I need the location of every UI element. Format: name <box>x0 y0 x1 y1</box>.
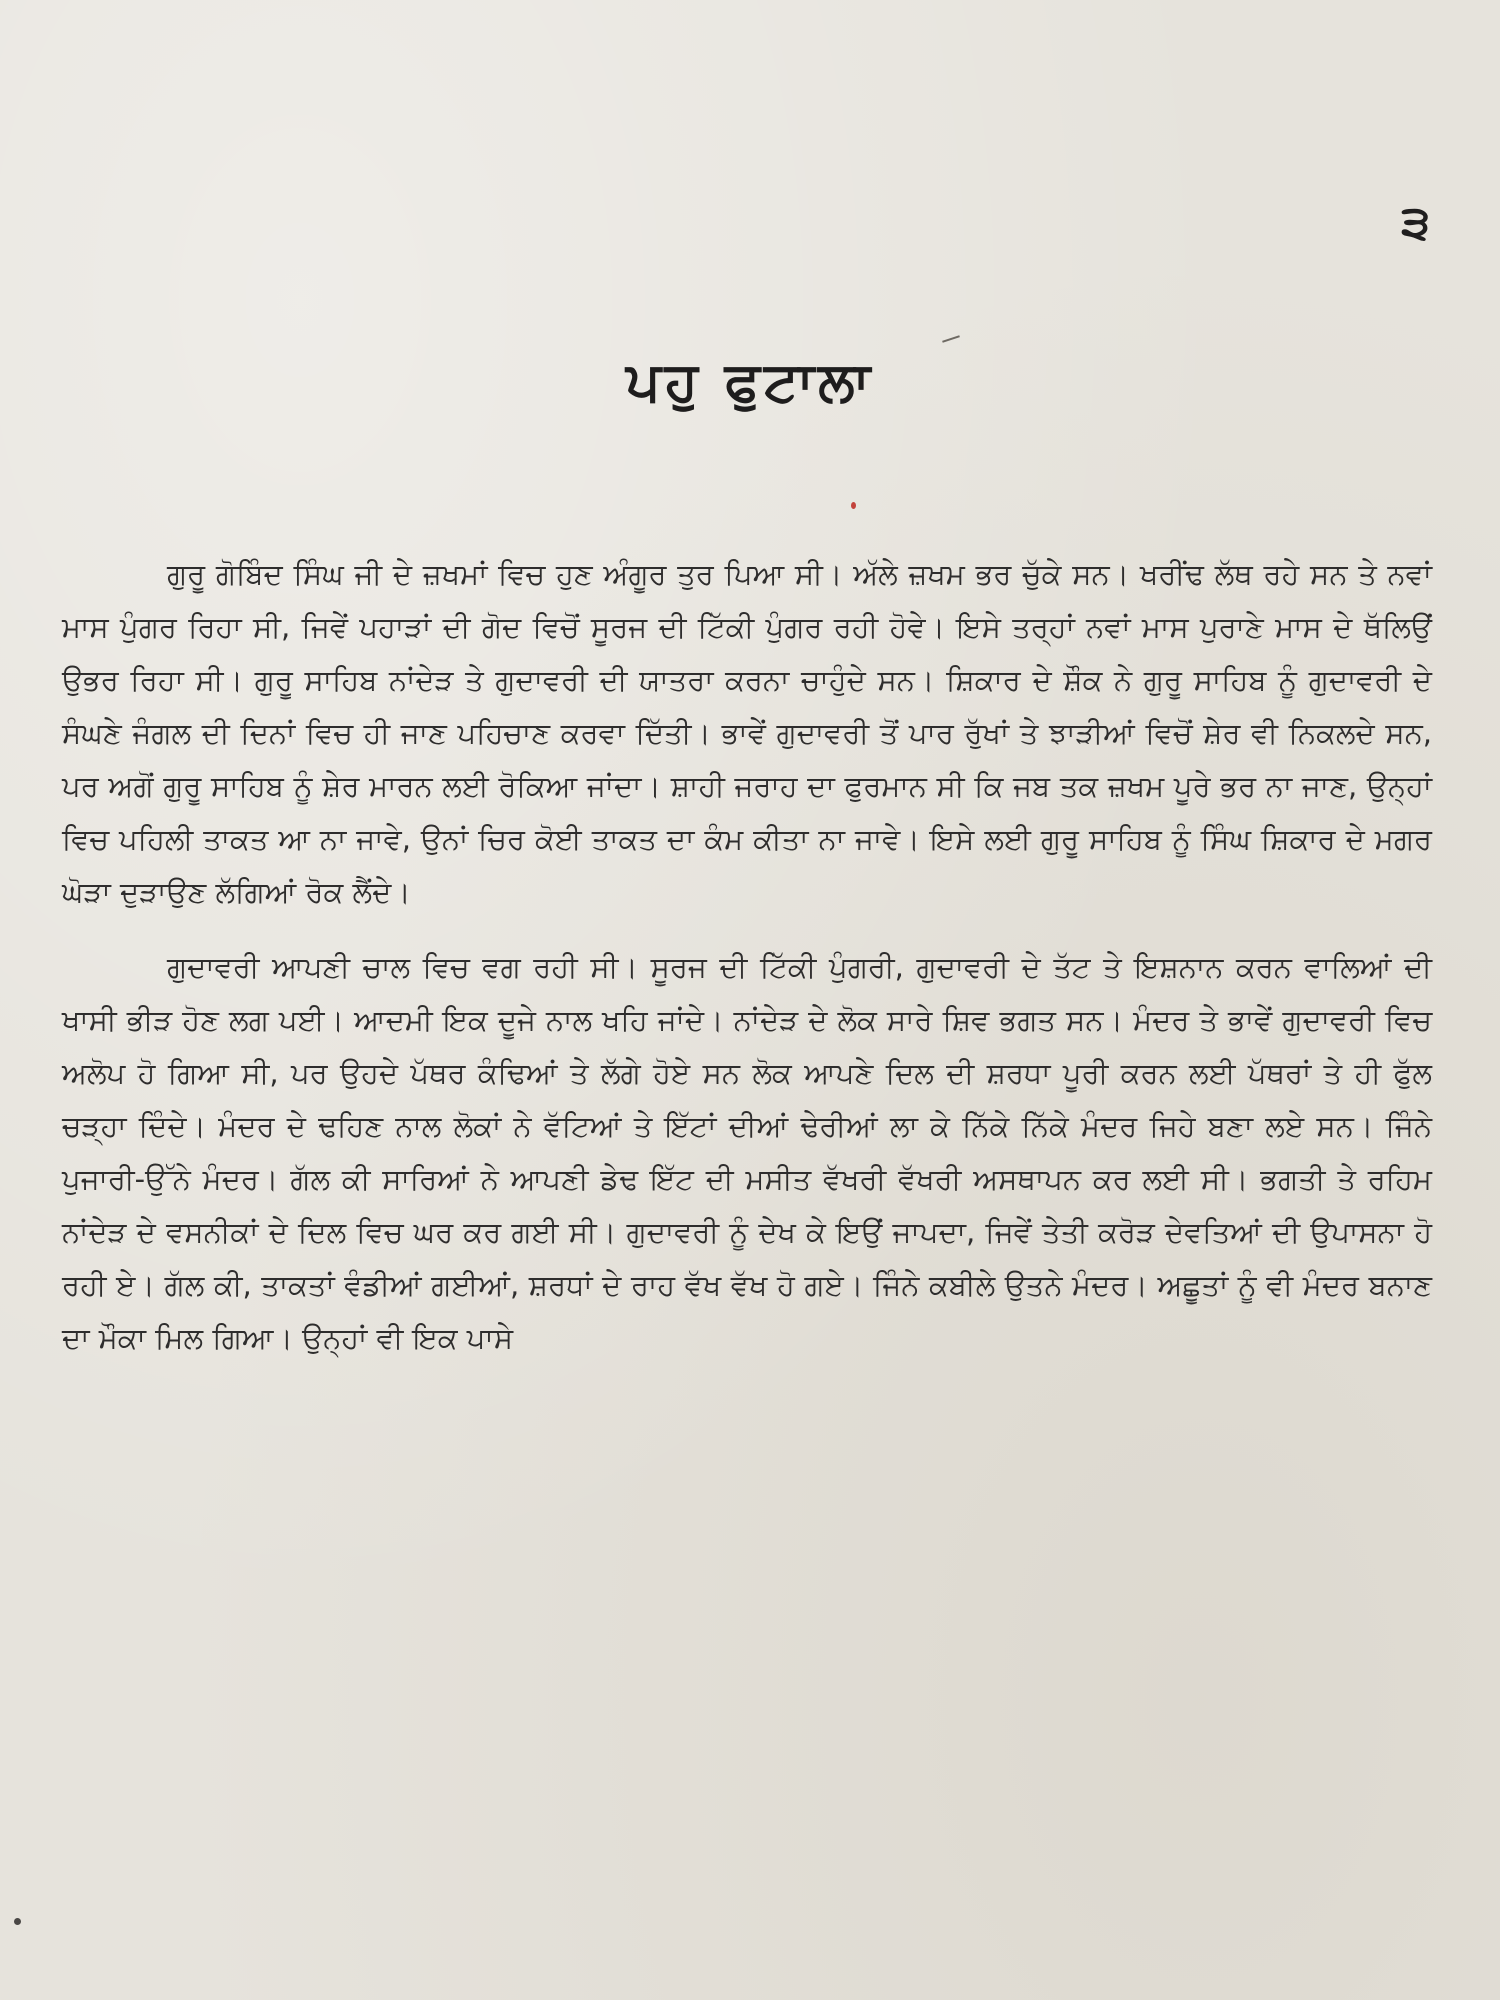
margin-dot <box>14 1918 21 1925</box>
chapter-title: ਪਹੁ ਫੁਟਾਲਾ <box>625 350 875 413</box>
paragraph-1: ਗੁਰੂ ਗੋਬਿੰਦ ਸਿੰਘ ਜੀ ਦੇ ਜ਼ਖਮਾਂ ਵਿਚ ਹੁਣ ਅੰਗੂਰ ਤੁਰ ਪਿਆ ਸੀ। ਅੱਲੇ ਜ਼ਖਮ ਭਰ ਚੁੱਕੇ ਸਨ। ਖਰੀਂਢ ਲੱਥ ਰਹੇ ਸਨ ਤੇ ਨਵਾਂ ਮਾਸ ਪੁੰਗਰ ਰਿਹਾ ਸੀ, ਜਿਵੇਂ ਪਹਾੜਾਂ ਦੀ ਗੋਦ ਵਿਚੋਂ ਸੂਰਜ ਦੀ ਟਿੱਕੀ ਪੁੰਗਰ ਰਹੀ ਹੋਵੇ। ਇਸੇ ਤਰ੍ਹਾਂ ਨਵਾਂ ਮਾਸ ਪੁਰਾਣੇ ਮਾਸ ਦੇ ਥੱਲਿਉਂ ਉਭਰ ਰਿਹਾ ਸੀ। ਗੁਰੂ ਸਾਹਿਬ ਨਾਂਦੇੜ ਤੇ ਗੁਦਾਵਰੀ ਦੀ ਯਾਤਰਾ ਕਰਨਾ ਚਾਹੁੰਦੇ ਸਨ। ਸ਼ਿਕਾਰ ਦੇ ਸ਼ੌਕ ਨੇ ਗੁਰੂ ਸਾਹਿਬ ਨੂੰ ਗੁਦਾਵਰੀ ਦੇ ਸੰਘਣੇ ਜੰਗਲ ਦੀ ਦਿਨਾਂ ਵਿਚ ਹੀ ਜਾਣ ਪਹਿਚਾਣ ਕਰਵਾ ਦਿੱਤੀ। ਭਾਵੇਂ ਗੁਦਾਵਰੀ ਤੋਂ ਪਾਰ ਰੁੱਖਾਂ ਤੇ ਝਾੜੀਆਂ ਵਿਚੋਂ ਸ਼ੇਰ ਵੀ ਨਿਕਲਦੇ ਸਨ, ਪਰ ਅਗੋਂ ਗੁਰੂ ਸਾਹਿਬ ਨੂੰ ਸ਼ੇਰ ਮਾਰਨ ਲਈ ਰੋਕਿਆ ਜਾਂਦਾ। ਸ਼ਾਹੀ ਜਰਾਹ ਦਾ ਫੁਰਮਾਨ ਸੀ ਕਿ ਜਬ ਤਕ ਜ਼ਖਮ ਪੂਰੇ ਭਰ ਨਾ ਜਾਣ, ਉਨ੍ਹਾਂ ਵਿਚ ਪਹਿਲੀ ਤਾਕਤ ਆ ਨਾ ਜਾਵੇ, ਉਨਾਂ ਚਿਰ ਕੋਈ ਤਾਕਤ ਦਾ ਕੰਮ ਕੀਤਾ ਨਾ ਜਾਵੇ। ਇਸੇ ਲਈ ਗੁਰੂ ਸਾਹਿਬ ਨੂੰ ਸਿੰਘ ਸ਼ਿਕਾਰ ਦੇ ਮਗਰ ਘੋੜਾ ਦੁੜਾਉਣ ਲੱਗਿਆਂ ਰੋਕ ਲੈਂਦੇ। <box>62 557 1432 909</box>
page-number: ੩ <box>1401 195 1430 249</box>
paragraph-2: ਗੁਦਾਵਰੀ ਆਪਣੀ ਚਾਲ ਵਿਚ ਵਗ ਰਹੀ ਸੀ। ਸੂਰਜ ਦੀ ਟਿੱਕੀ ਪੁੰਗਰੀ, ਗੁਦਾਵਰੀ ਦੇ ਤੱਟ ਤੇ ਇਸ਼ਨਾਨ ਕਰਨ ਵਾਲਿਆਂ ਦੀ ਖਾਸੀ ਭੀੜ ਹੋਣ ਲਗ ਪਈ। ਆਦਮੀ ਇਕ ਦੂਜੇ ਨਾਲ ਖਹਿ ਜਾਂਦੇ। ਨਾਂਦੇੜ ਦੇ ਲੋਕ ਸਾਰੇ ਸ਼ਿਵ ਭਗਤ ਸਨ। ਮੰਦਰ ਤੇ ਭਾਵੇਂ ਗੁਦਾਵਰੀ ਵਿਚ ਅਲੋਪ ਹੋ ਗਿਆ ਸੀ, ਪਰ ਉਹਦੇ ਪੱਥਰ ਕੰਢਿਆਂ ਤੇ ਲੱਗੇ ਹੋਏ ਸਨ ਲੋਕ ਆਪਣੇ ਦਿਲ ਦੀ ਸ਼ਰਧਾ ਪੂਰੀ ਕਰਨ ਲਈ ਪੱਥਰਾਂ ਤੇ ਹੀ ਫੁੱਲ ਚੜ੍ਹਾ ਦਿੰਦੇ। ਮੰਦਰ ਦੇ ਢਹਿਣ ਨਾਲ ਲੋਕਾਂ ਨੇ ਵੱਟਿਆਂ ਤੇ ਇੱਟਾਂ ਦੀਆਂ ਢੇਰੀਆਂ ਲਾ ਕੇ ਨਿੱਕੇ ਨਿੱਕੇ ਮੰਦਰ ਜਿਹੇ ਬਣਾ ਲਏ ਸਨ। ਜਿੰਨੇ ਪੁਜਾਰੀ-ਉੱਨੇ ਮੰਦਰ। ਗੱਲ ਕੀ ਸਾਰਿਆਂ ਨੇ ਆਪਣੀ ਡੇਢ ਇੱਟ ਦੀ ਮਸੀਤ ਵੱਖਰੀ ਵੱਖਰੀ ਅਸਥਾਪਨ ਕਰ ਲਈ ਸੀ। ਭਗਤੀ ਤੇ ਰਹਿਮ ਨਾਂਦੇੜ ਦੇ ਵਸਨੀਕਾਂ ਦੇ ਦਿਲ ਵਿਚ ਘਰ ਕਰ ਗਈ ਸੀ। ਗੁਦਾਵਰੀ ਨੂੰ ਦੇਖ ਕੇ ਇਉਂ ਜਾਪਦਾ, ਜਿਵੇਂ ਤੇਤੀ ਕਰੋੜ ਦੇਵਤਿਆਂ ਦੀ ਉਪਾਸਨਾ ਹੋ ਰਹੀ ਏ। ਗੱਲ ਕੀ, ਤਾਕਤਾਂ ਵੰਡੀਆਂ ਗਈਆਂ, ਸ਼ਰਧਾਂ ਦੇ ਰਾਹ ਵੱਖ ਵੱਖ ਹੋ ਗਏ। ਜਿੰਨੇ ਕਬੀਲੇ ਉਤਨੇ ਮੰਦਰ। ਅਛੂਤਾਂ ਨੂੰ ਵੀ ਮੰਦਰ ਬਨਾਣ ਦਾ ਮੌਕਾ ਮਿਲ ਗਿਆ। ਉਨ੍ਹਾਂ ਵੀ ਇਕ ਪਾਸੇ <box>62 950 1432 1355</box>
ink-mark-red <box>851 502 856 509</box>
ink-mark <box>942 335 960 342</box>
body-text <box>62 548 1432 1365</box>
